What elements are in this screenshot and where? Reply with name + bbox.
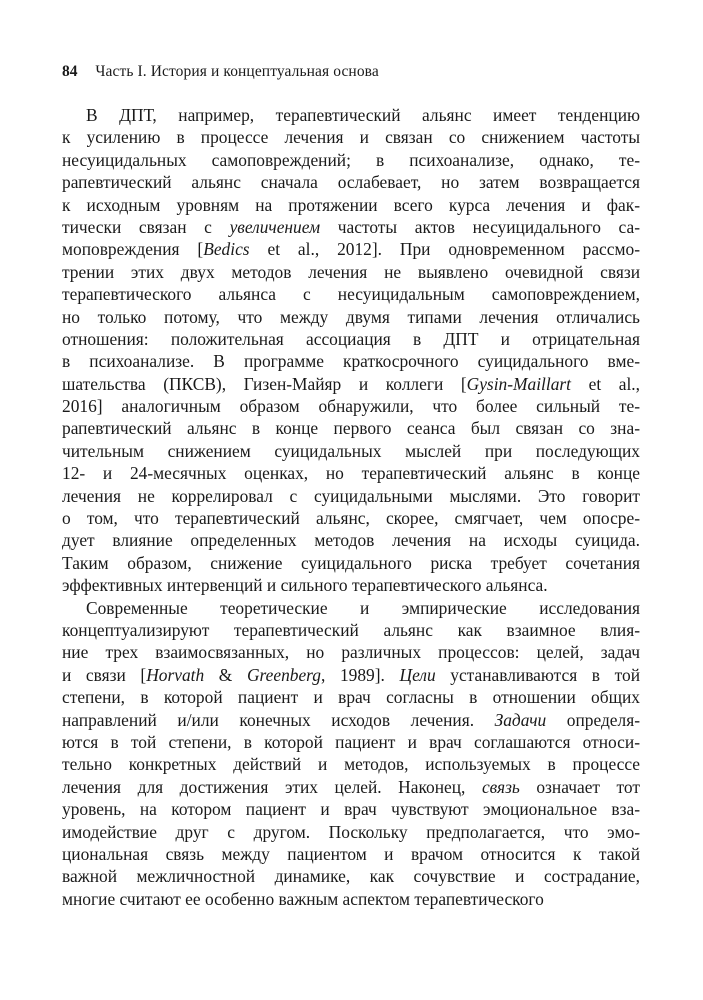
text-line [62,888,640,910]
text-run: к исходным уровням на протяжении всего курса лечения и фак- [62,194,640,215]
text-line [62,440,640,462]
text-run: моповреждения [ [62,239,204,260]
text-run: направлений и/или конечных исходов лечения. [62,709,495,730]
text-run: о том, что терапевтический альянс, скорее, смягчает, чем опосре- [62,508,640,529]
text-line [62,238,640,260]
text-run: важной межличностной динамике, как сочувствие и сострадание, [62,866,640,887]
text-line [62,417,640,439]
text-line [62,485,640,507]
text-run: тически связан с [62,216,230,237]
text-run: означает тот [519,776,640,797]
text-line [62,328,640,350]
text-run: 12- и 24-месячных оценках, но терапевтический альянс в конце [62,463,640,484]
text-run: определя- [546,709,640,730]
text-run: & [204,664,247,685]
text-run: рапевтический альянс в конце первого сеанса был связан со зна- [62,418,640,439]
text-run: чительным снижением суицидальных мыслей при последующих [62,440,640,461]
text-line [62,686,640,708]
text-run: ются в той степени, в которой пациент и врач соглашаются относи- [62,731,640,752]
text-line [62,597,640,619]
text-run: в психоанализе. В программе краткосрочного суицидального вме- [62,351,640,372]
running-header [62,62,642,82]
italic-text: Horvath [146,664,205,685]
text-line [62,619,640,641]
text-run: лечения не коррелировал с суицидальными мыслями. Это говорит [62,485,640,506]
italic-text: Bedics [203,239,250,260]
text-line [62,171,640,193]
italic-text: Задачи [494,709,547,730]
italic-text: связь [481,776,520,797]
text-run: В ДПТ, например, терапевтический альянс имеет тенденцию [86,105,640,125]
text-run: ние трех взаимосвязанных, но различных процессов: целей, задач [62,642,640,663]
text-run: , 1989]. [321,664,400,685]
text-run: несуицидальных самоповреждений; в психоанализе, однако, те- [62,149,640,170]
text-run: устанавливаются в той [435,664,641,685]
text-line [62,574,640,596]
text-line [62,104,640,126]
text-run: Таким образом, снижение суицидального риска требует сочетания [62,552,640,573]
text-line [62,283,640,305]
text-run: концептуализируют терапевтический альянс как взаимное влия- [62,619,640,640]
text-line [62,261,640,283]
text-line [62,373,640,395]
text-line [62,194,640,216]
text-line [62,731,640,753]
text-run: имодействие друг с другом. Поскольку предполагается, что эмо- [62,821,640,842]
paragraph [62,597,640,910]
text-line [62,753,640,775]
text-run: степени, в которой пациент и врач согласны в отношении общих [62,687,640,708]
text-run: частоты актов несуицидального са- [320,216,640,237]
paragraph [62,104,640,597]
text-line [62,350,640,372]
italic-text: Greenberg [246,664,321,685]
text-run: дует влияние определенных методов лечения на исходы суицида. [62,530,640,551]
text-line [62,709,640,731]
running-head-title: Часть I. История и концептуальная основа [95,63,379,80]
text-line [62,664,640,686]
text-run: терапевтического альянса с несуицидальным самоповреждением, [62,284,640,305]
body-text [62,104,640,910]
text-line [62,395,640,417]
text-run: рапевтический альянс сначала ослабевает, но затем возвращается [62,172,640,193]
text-line [62,865,640,887]
text-line [62,529,640,551]
text-run: уровень, на котором пациент и врач чувствуют эмоциональное вза- [62,799,640,820]
text-line [62,462,640,484]
text-run: et al., 2012]. При одновременном рассмо- [249,239,640,260]
text-line [62,149,640,171]
text-run: тельно конкретных действий и методов, используемых в процессе [62,754,640,775]
text-run: многие считают ее особенно важным аспектом терапевтического [62,888,544,909]
text-run: циональная связь между пациентом и врачом относится к такой [62,843,640,864]
text-run: к усилению в процессе лечения и связан со снижением частоты [62,127,640,148]
text-run: лечения для достижения этих целей. Наконец, [62,776,482,797]
text-line [62,821,640,843]
text-line [62,641,640,663]
text-run: 2016] аналогичным образом обнаружили, что более сильный те- [62,396,640,417]
text-line [62,552,640,574]
text-run: но только потому, что между двумя типами лечения отличались [62,306,640,327]
italic-text: увеличением [229,216,321,237]
text-run: и связи [ [62,664,147,685]
text-line [62,507,640,529]
text-line [62,776,640,798]
italic-text: Gysin-Maillart [466,373,571,394]
text-run: Современные теоретические и эмпирические исследования [86,597,640,618]
text-line [62,306,640,328]
text-line [62,126,640,148]
text-run: отношения: положительная ассоциация в ДПТ и отрицательная [62,328,640,349]
italic-text: Цели [399,664,436,685]
text-line [62,216,640,238]
text-run: et al., [571,373,640,394]
text-line [62,798,640,820]
text-run: эффективных интервенций и сильного терапевтического альянса. [62,575,548,596]
text-line [62,843,640,865]
page-number: 84 [62,63,78,80]
text-run: шательства (ПКСВ), Гизен-Майяр и коллеги [ [62,373,467,394]
text-run: трении этих двух методов лечения не выявлено очевидной связи [62,261,640,282]
